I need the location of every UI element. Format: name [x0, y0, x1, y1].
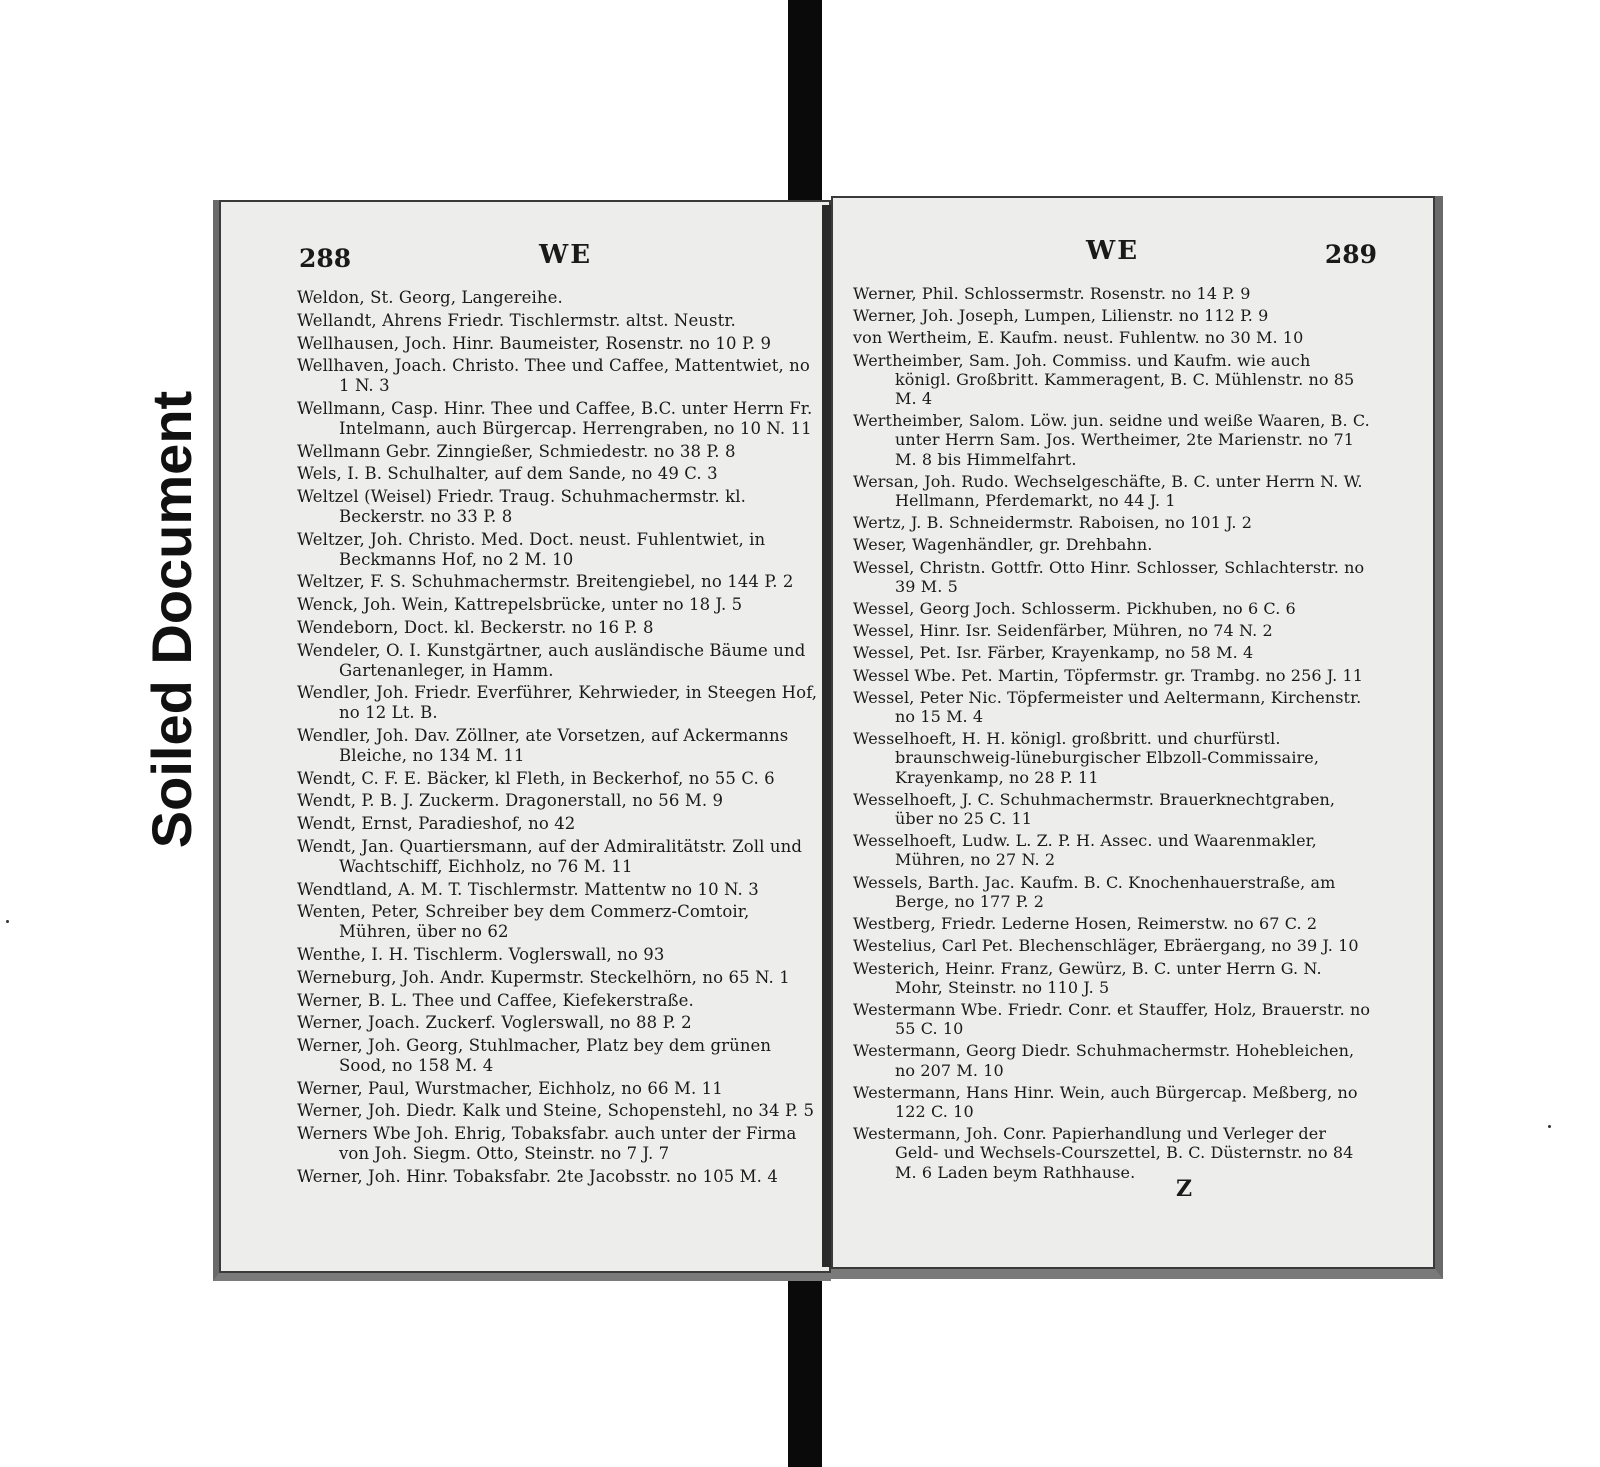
right-entry-list [853, 284, 1371, 1185]
directory-entry: Wesselhoeft, J. C. Schuhmachermstr. Brauerknechtgraben, über no 25 C. 11 [853, 789, 1336, 829]
directory-entry: Werner, Paul, Wurstmacher, Eichholz, no 66 M. 11 [297, 1078, 723, 1098]
directory-entry: Werner, Joh. Diedr. Kalk und Steine, Schopenstehl, no 34 P. 5 [297, 1101, 815, 1121]
directory-entry: Werner, Phil. Schlossermstr. Rosenstr. no 14 P. 9 [853, 284, 1251, 303]
directory-entry: Wendeborn, Doct. kl. Beckerstr. no 16 P. 8 [297, 617, 654, 637]
directory-entry: Wendt, P. B. J. Zuckerm. Dragonerstall, no 56 M. 9 [297, 791, 724, 811]
left-page-header [219, 238, 831, 278]
directory-entry: Westermann, Georg Diedr. Schuhmachermstr. Hohebleichen, no 207 M. 10 [853, 1041, 1355, 1080]
binding-strip-top [788, 0, 822, 210]
directory-entry: Wendtland, A. M. T. Tischlermstr. Mattentw no 10 N. 3 [297, 879, 759, 899]
soiled-document-label [124, 358, 220, 880]
directory-entry: Wertheimber, Sam. Joh. Commiss. und Kaufm. wie auch königl. Großbritt. Kammeragent, B. C. Mühlenstr. no 85 M. 4 [853, 350, 1355, 409]
directory-entry: Westermann Wbe. Friedr. Conr. et Stauffer, Holz, Brauerstr. no 55 C. 10 [853, 999, 1371, 1039]
directory-entry: Werner, Joh. Georg, Stuhlmacher, Platz bey dem grünen Sood, no 158 M. 4 [297, 1036, 772, 1075]
directory-entry: Wendt, C. F. E. Bäcker, kl Fleth, in Beckerhof, no 55 C. 6 [297, 768, 775, 788]
directory-entry: Wessel, Christn. Gottfr. Otto Hinr. Schlosser, Schlachterstr. no 39 M. 5 [853, 557, 1365, 596]
right-running-head: WE [1086, 236, 1140, 266]
signature-mark: Z [1176, 1176, 1193, 1202]
directory-entry: Wellandt, Ahrens Friedr. Tischlermstr. altst. Neustr. [297, 310, 736, 330]
directory-entry: Werner, Joach. Zuckerf. Voglerswall, no 88 P. 2 [297, 1013, 692, 1033]
directory-entry: Wesselhoeft, H. H. königl. großbritt. und churfürstl. braunschweig-lüneburgischer Elbzoll-Commissaire, Krayenkamp, no 28 P. 11 [853, 729, 1320, 787]
left-entry-list [297, 288, 821, 1190]
directory-entry: von Wertheim, E. Kaufm. neust. Fuhlentw. no 30 M. 10 [853, 328, 1304, 348]
directory-entry: Weltzer, F. S. Schuhmachermstr. Breitengiebel, no 144 P. 2 [297, 572, 794, 592]
directory-entry: Wertheimber, Salom. Löw. jun. seidne und weiße Waaren, B. C. unter Herrn Sam. Jos. Wertheimer, 2te Marienstr. no 71 M. 8 bis Himmelfahrt. [853, 411, 1370, 469]
directory-entry: Werner, Joh. Joseph, Lumpen, Lilienstr. no 112 P. 9 [853, 306, 1269, 326]
directory-entry: Wellhaven, Joach. Christo. Thee und Caffee, Mattentwiet, no 1 N. 3 [297, 356, 810, 396]
directory-entry: Wenthe, I. H. Tischlerm. Voglerswall, no 93 [297, 944, 665, 964]
directory-entry: Wendt, Ernst, Paradieshof, no 42 [297, 814, 576, 834]
directory-entry: Wels, I. B. Schulhalter, auf dem Sande, no 49 C. 3 [297, 464, 718, 484]
binding-strip-bottom [788, 1270, 822, 1467]
directory-entry: Wendler, Joh. Dav. Zöllner, ate Vorsetzen, auf Ackermanns Bleiche, no 134 M. 11 [297, 725, 789, 765]
left-page [213, 200, 831, 1281]
directory-entry: Westermann, Joh. Conr. Papierhandlung und Verleger der Geld- und Wechsels-Courszettel, B. C. Düsternstr. no 84 M. 6 Laden beym Rathhause. [853, 1124, 1354, 1182]
directory-entry: Wessel, Georg Joch. Schlosserm. Pickhuben, no 6 C. 6 [853, 599, 1296, 619]
directory-entry: Weser, Wagenhändler, gr. Drehbahn. [853, 535, 1153, 555]
soiled-document-label-text: Soiled Document [140, 390, 204, 848]
directory-entry: Weltzer, Joh. Christo. Med. Doct. neust. Fuhlentwiet, in Beckmanns Hof, no 2 M. 10 [297, 529, 766, 569]
directory-entry: Westerich, Heinr. Franz, Gewürz, B. C. unter Herrn G. N. Mohr, Steinstr. no 110 J. 5 [853, 958, 1322, 997]
directory-entry: Wendeler, O. I. Kunstgärtner, auch ausländische Bäume und Gartenanleger, in Hamm. [297, 640, 806, 680]
speck [6, 920, 9, 923]
directory-entry: Werners Wbe Joh. Ehrig, Tobaksfabr. auch unter der Firma von Joh. Siegm. Otto, Steinstr. no 7 J. 7 [297, 1124, 797, 1164]
right-page [831, 196, 1443, 1279]
directory-entry: Wellmann Gebr. Zinngießer, Schmiedestr. no 38 P. 8 [297, 441, 736, 461]
directory-entry: Werner, B. L. Thee und Caffee, Kiefekerstraße. [297, 990, 694, 1010]
directory-entry: Westelius, Carl Pet. Blechenschläger, Ebräergang, no 39 J. 10 [853, 936, 1359, 956]
directory-entry: Weldon, St. Georg, Langereihe. [297, 288, 563, 307]
directory-entry: Westberg, Friedr. Lederne Hosen, Reimerstw. no 67 C. 2 [853, 914, 1318, 934]
directory-entry: Wendler, Joh. Friedr. Everführer, Kehrwieder, in Steegen Hof, no 12 Lt. B. [297, 683, 818, 723]
directory-entry: Wessels, Barth. Jac. Kaufm. B. C. Knochenhauerstraße, am Berge, no 177 P. 2 [853, 872, 1336, 911]
right-page-number: 289 [1324, 240, 1377, 269]
directory-entry: Wesselhoeft, Ludw. L. Z. P. H. Assec. und Waarenmakler, Mühren, no 27 N. 2 [853, 831, 1317, 870]
directory-entry: Wertz, J. B. Schneidermstr. Raboisen, no 101 J. 2 [853, 513, 1253, 533]
directory-entry: Westermann, Hans Hinr. Wein, auch Bürgercap. Meßberg, no 122 C. 10 [853, 1082, 1358, 1121]
directory-entry: Weltzel (Weisel) Friedr. Traug. Schuhmachermstr. kl. Beckerstr. no 33 P. 8 [297, 487, 746, 526]
directory-entry: Wenten, Peter, Schreiber bey dem Commerz-Comtoir, Mühren, über no 62 [297, 902, 750, 942]
speck [1548, 1125, 1551, 1128]
directory-entry: Wenck, Joh. Wein, Kattrepelsbrücke, unter no 18 J. 5 [297, 595, 743, 615]
right-page-header [831, 234, 1435, 274]
directory-entry: Wessel, Pet. Isr. Färber, Krayenkamp, no 58 M. 4 [853, 643, 1254, 663]
left-running-head: WE [539, 240, 593, 270]
directory-entry: Wellhausen, Joch. Hinr. Baumeister, Rosenstr. no 10 P. 9 [297, 333, 772, 353]
directory-entry: Wessel Wbe. Pet. Martin, Töpfermstr. gr. Trambg. no 256 J. 11 [853, 665, 1364, 685]
directory-entry: Wessel, Peter Nic. Töpfermeister und Aeltermann, Kirchenstr. no 15 M. 4 [853, 687, 1362, 727]
directory-entry: Wessel, Hinr. Isr. Seidenfärber, Mühren, no 74 N. 2 [853, 621, 1273, 641]
left-page-number: 288 [299, 244, 352, 273]
directory-entry: Werner, Joh. Hinr. Tobaksfabr. 2te Jacobsstr. no 105 M. 4 [297, 1166, 778, 1186]
directory-entry: Werneburg, Joh. Andr. Kupermstr. Steckelhörn, no 65 N. 1 [297, 967, 790, 987]
directory-entry: Wendt, Jan. Quartiersmann, auf der Admiralitätstr. Zoll und Wachtschiff, Eichholz, no 76 M. 11 [297, 836, 803, 876]
directory-entry: Wersan, Joh. Rudo. Wechselgeschäfte, B. C. unter Herrn N. W. Hellmann, Pferdemarkt, no 44 J. 1 [853, 471, 1363, 511]
directory-entry: Wellmann, Casp. Hinr. Thee und Caffee, B.C. unter Herrn Fr. Intelmann, auch Bürgercap. Herrengraben, no 10 N. 11 [297, 398, 813, 438]
